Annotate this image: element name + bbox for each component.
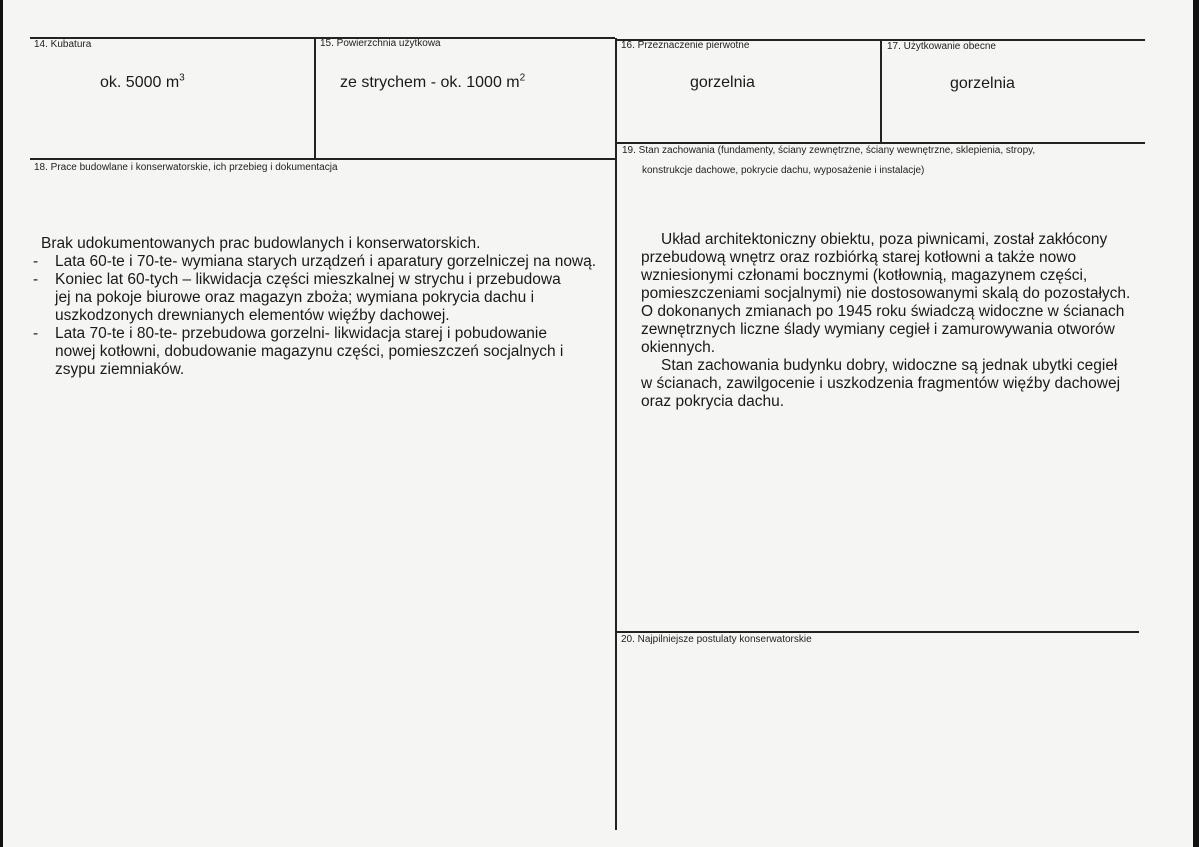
field-18-item-text: Lata 70-te i 80-te- przebudowa gorzelni- likwidacja starej i pobudowanie nowej kotłowni, dobudowanie magazynu części, pomieszczeń socjalnych i zsypu ziemniaków. — [55, 325, 564, 378]
divider-14-15 — [314, 38, 316, 158]
list-dash: - — [33, 325, 39, 342]
field-18-item-text: Koniec lat 60-tych – likwidacja części mieszkalnej w strychu i przebudowa jej na pokoje biurowe oraz magazyn zboża; wymiana pokrycia dachu i uszkodzonych drewnianych elementów więźby dachowej. — [55, 271, 561, 324]
field-14-label: 14. Kubatura — [34, 39, 92, 50]
field-19-content — [641, 231, 1131, 411]
field-14-value — [100, 73, 185, 92]
field-20-label: 20. Najpilniejsze postulaty konserwatorskie — [621, 634, 812, 645]
divider-center — [615, 38, 617, 830]
rule-20-top — [617, 631, 1139, 633]
field-18-item — [33, 271, 613, 325]
scan-edge-left — [0, 0, 3, 847]
field-14-value-text: ok. 5000 m — [100, 74, 180, 91]
field-19-label-line2: konstrukcje dachowe, pokrycie dachu, wyposażenie i instalacje) — [642, 165, 925, 176]
rule-19-top — [617, 142, 1145, 144]
field-16-label: 16. Przeznaczenie pierwotne — [621, 40, 750, 51]
field-18-label: 18. Prace budowlane i konserwatorskie, ich przebieg i dokumentacja — [34, 162, 338, 173]
field-15-label: 15. Powierzchnia użytkowa — [320, 38, 441, 49]
field-14-value-sup: 3 — [179, 72, 185, 84]
field-19-label-line1: 19. Stan zachowania (fundamenty, ściany zewnętrzne, ściany wewnętrzne, sklepienia, stropy, — [622, 145, 1036, 156]
list-dash: - — [33, 253, 39, 270]
field-16-value: gorzelnia — [690, 74, 755, 91]
divider-16-17 — [880, 39, 882, 142]
field-15-value — [340, 73, 525, 92]
field-15-value-sup: 2 — [519, 72, 526, 84]
field-19-paragraph-1: Układ architektoniczny obiektu, poza piwnicami, został zakłócony przebudową wnętrz oraz rozbiórką starej kotłowni a także nowo wzniesionymi członami bocznymi (kotłownią, magazynem części, pomieszczeniami socjalnymi) nie dostosowanymi skalą do pozostałych. O dokonanych zmianach po 1945 roku świadczą widoczne w ścianach zewnętrznych liczne ślady wymiany cegieł i zamurowywania otworów okiennych. — [641, 231, 1131, 356]
field-17-value: gorzelnia — [950, 75, 1015, 92]
scan-edge-right — [1193, 0, 1199, 847]
field-17-label: 17. Użytkowanie obecne — [887, 41, 996, 52]
field-15-value-text: ze strychem - ok. 1000 m — [340, 74, 520, 91]
rule-18-top — [30, 158, 615, 160]
field-19-paragraph-2: Stan zachowania budynku dobry, widoczne są jednak ubytki cegieł w ścianach, zawilgocenie i uszkodzenia fragmentów więźby dachowej oraz pokrycia dachu. — [641, 357, 1121, 410]
field-18-content — [33, 235, 613, 379]
field-18-intro: Brak udokumentowanych prac budowlanych i konserwatorskich. — [41, 235, 481, 252]
field-18-item-text: Lata 60-te i 70-te- wymiana starych urządzeń i aparatury gorzelniczej na nową. — [55, 253, 597, 270]
field-18-item — [33, 253, 613, 271]
field-18-item — [33, 325, 613, 379]
list-dash: - — [33, 271, 39, 288]
